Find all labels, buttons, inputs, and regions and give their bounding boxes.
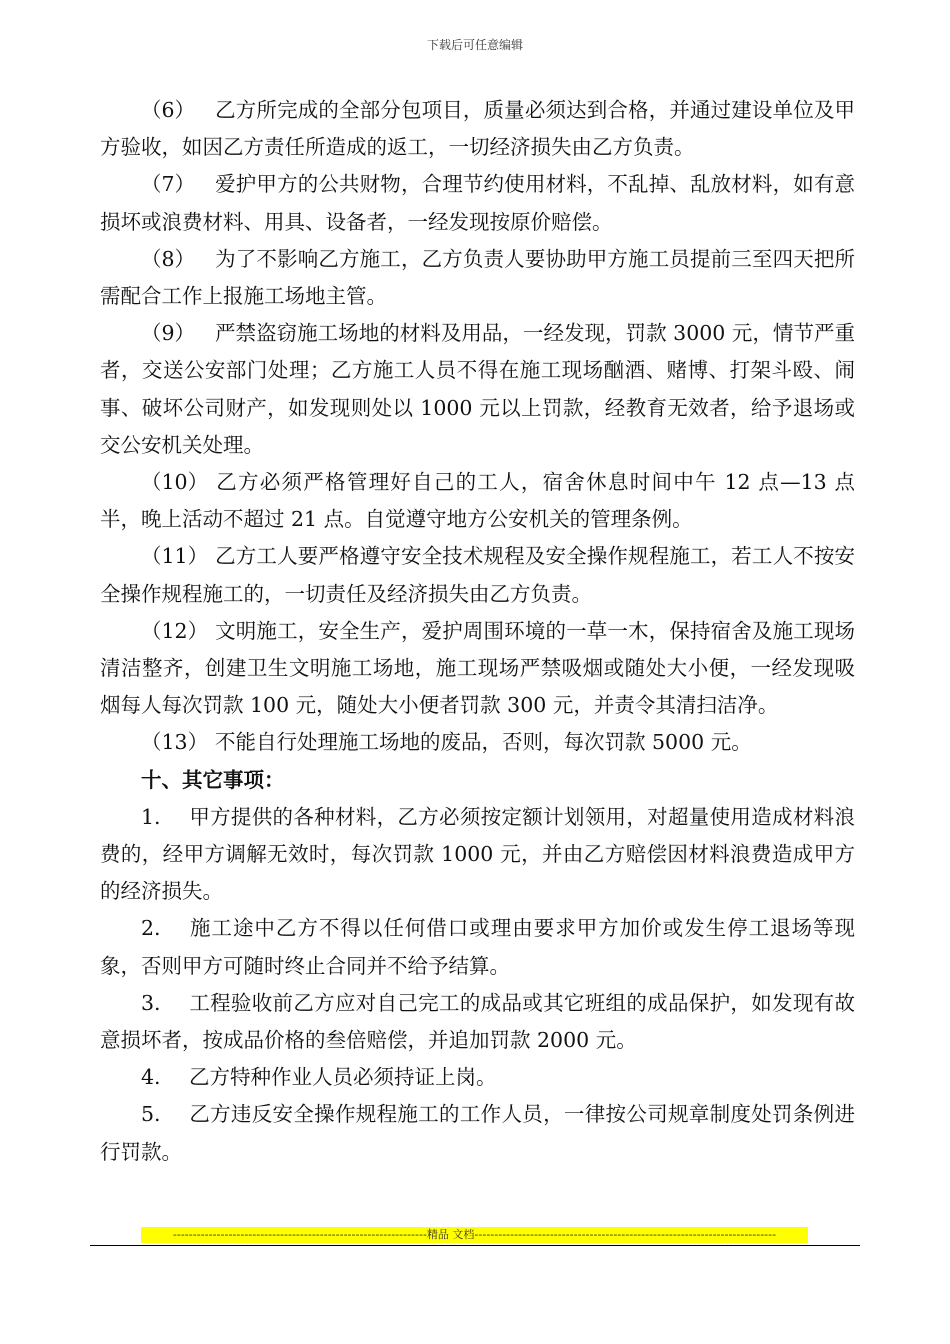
document-body — [100, 92, 855, 1171]
item-number: 5. — [141, 1102, 161, 1127]
other-item-4 — [100, 1059, 855, 1096]
clause-text: 乙方所完成的全部分包项目，质量必须达到合格，并通过建设单位及甲方验收，如因乙方责任所造成的返工，一切经济损失由乙方负责。 — [100, 98, 855, 160]
clause-number: （7） — [141, 172, 196, 197]
clause-number: （8） — [141, 246, 196, 271]
item-text: 施工途中乙方不得以任何借口或理由要求甲方加价或发生停工退场等现象，否则甲方可随时终止合同并不给予结算。 — [100, 916, 855, 978]
clause-text: 严禁盗窃施工场地的材料及用品，一经发现，罚款 3000 元，情节严重者，交送公安部门处理；乙方施工人员不得在施工现场酗酒、赌博、打架斗殴、闹事、破坏公司财产，如发现则处以 1000 元以上罚款，经教育无效者，给予退场或交公安机关处理。 — [100, 321, 855, 457]
other-item-2 — [100, 910, 855, 984]
clause-number: （13） — [141, 730, 209, 755]
section-heading: 十、其它事项： — [141, 767, 285, 792]
clause-number: （9） — [141, 321, 196, 346]
page-header: 下载后可任意编辑 — [426, 38, 523, 52]
clause-text: 乙方必须严格管理好自己的工人，宿舍休息时间中午 12 点—13 点半，晚上活动不超过 21 点。自觉遵守地方公安机关的管理条例。 — [100, 470, 855, 532]
item-text: 甲方提供的各种材料，乙方必须按定额计划领用，对超量使用造成材料浪费的，经甲方调解无效时，每次罚款 1000 元，并由乙方赔偿因材料浪费造成甲方的经济损失。 — [100, 804, 855, 904]
item-text: 乙方违反安全操作规程施工的工作人员，一律按公司规章制度处罚条例进行罚款。 — [100, 1102, 855, 1164]
clause-text: 爱护甲方的公共财物，合理节约使用材料，不乱掉、乱放材料，如有意损坏或浪费材料、用具、设备者，一经发现按原价赔偿。 — [100, 172, 855, 234]
clause-6 — [100, 92, 855, 166]
clause-11 — [100, 538, 855, 612]
clause-10 — [100, 464, 855, 538]
clause-9 — [100, 315, 855, 464]
item-number: 1. — [141, 804, 161, 829]
clause-number: （11） — [141, 544, 209, 569]
item-number: 3. — [141, 990, 161, 1015]
footer-divider — [90, 1245, 860, 1246]
clause-13 — [100, 724, 855, 761]
clause-text: 乙方工人要严格遵守安全技术规程及安全操作规程施工，若工人不按安全操作规程施工的，一切责任及经济损失由乙方负责。 — [100, 544, 855, 606]
other-item-3 — [100, 985, 855, 1059]
clause-7 — [100, 166, 855, 240]
clause-12 — [100, 613, 855, 725]
clause-number: （6） — [141, 98, 196, 122]
clause-text: 不能自行处理施工场地的废品，否则，每次罚款 5000 元。 — [215, 730, 752, 755]
clause-8 — [100, 241, 855, 315]
item-text: 乙方特种作业人员必须持证上岗。 — [189, 1065, 497, 1090]
clause-text: 为了不影响乙方施工，乙方负责人要协助甲方施工员提前三至四天把所需配合工作上报施工场地主管。 — [100, 246, 855, 309]
item-number: 2. — [141, 916, 161, 941]
clause-text: 文明施工，安全生产，爱护周围环境的一草一木，保持宿舍及施工现场清洁整齐，创建卫生文明施工场地，施工现场严禁吸烟或随处大小便，一经发现吸烟每人每次罚款 100 元，随处大小便者罚款 300 元，并责令其清扫洁净。 — [100, 618, 855, 718]
item-number: 4. — [141, 1065, 161, 1090]
footer-banner: ----------------------------------------------------------------精品 文档---------------------------------------------------------------------------- — [141, 1227, 808, 1243]
other-item-1 — [100, 799, 855, 911]
clause-number: （12） — [141, 618, 209, 643]
other-item-5 — [100, 1096, 855, 1170]
item-text: 工程验收前乙方应对自己完工的成品或其它班组的成品保护，如发现有故意损坏者，按成品价格的叁倍赔偿，并追加罚款 2000 元。 — [100, 990, 855, 1053]
clause-number: （10） — [141, 470, 209, 495]
